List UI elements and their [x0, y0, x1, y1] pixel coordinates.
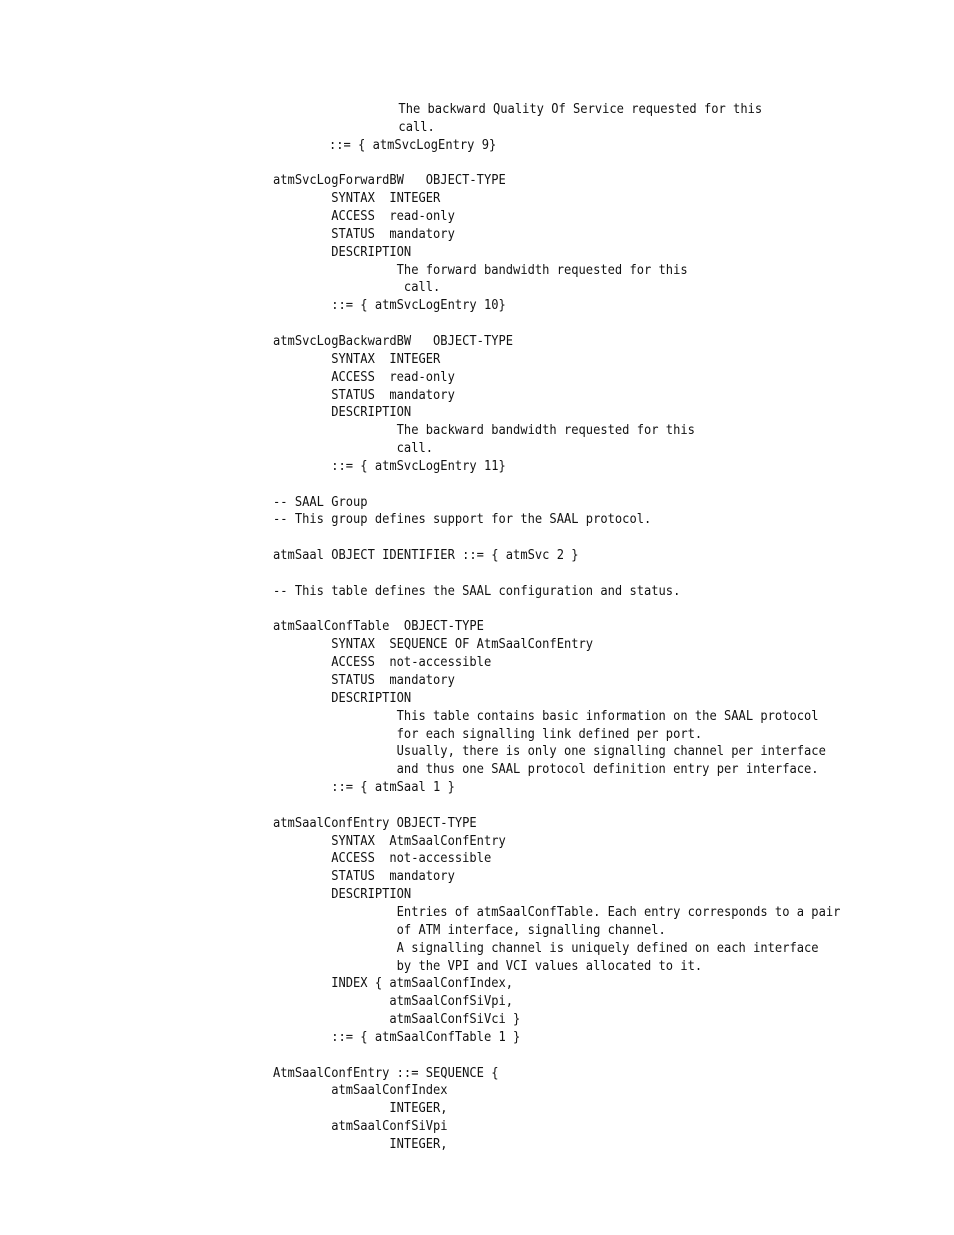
code-line: SYNTAX SEQUENCE OF AtmSaalConfEntry — [273, 636, 594, 653]
code-line: atmSvcLogBackwardBW OBJECT-TYPE — [273, 332, 514, 349]
code-line: DESCRIPTION — [273, 404, 412, 421]
code-line: ACCESS read-only — [273, 368, 455, 385]
mib-definition-listing — [273, 101, 913, 1154]
code-line: Entries of atmSaalConfTable. Each entry corresponds to a pair — [273, 903, 841, 920]
code-line: of ATM interface, signalling channel. — [273, 921, 666, 938]
code-line: atmSaalConfSiVci } — [273, 1011, 521, 1028]
code-line: SYNTAX INTEGER — [273, 190, 441, 207]
code-line: -- This group defines support for the SAAL protocol. — [273, 511, 652, 528]
code-line: AtmSaalConfEntry ::= SEQUENCE { — [273, 1064, 499, 1081]
code-line: SYNTAX AtmSaalConfEntry — [273, 832, 506, 849]
code-line: This table contains basic information on the SAAL protocol — [273, 707, 819, 724]
code-line: ACCESS not-accessible — [273, 654, 492, 671]
code-line: atmSaalConfIndex — [273, 1082, 448, 1099]
code-line: call. — [273, 440, 434, 457]
code-line: STATUS mandatory — [273, 868, 455, 885]
blank-line — [273, 601, 846, 619]
blank-line — [273, 1047, 846, 1065]
code-line: DESCRIPTION — [273, 689, 412, 706]
code-line: ::= { atmSvcLogEntry 10} — [273, 297, 506, 314]
code-line: STATUS mandatory — [273, 386, 455, 403]
code-line: atmSaalConfSiVpi, — [273, 993, 514, 1010]
code-line: -- This table defines the SAAL configuration and status. — [273, 582, 681, 599]
code-line: ACCESS not-accessible — [273, 850, 492, 867]
code-line: INTEGER, — [273, 1100, 448, 1117]
code-line: atmSaalConfEntry OBJECT-TYPE — [273, 814, 477, 831]
blank-line — [273, 529, 846, 547]
blank-line — [273, 155, 846, 173]
code-line: ::= { atmSaal 1 } — [273, 779, 455, 796]
code-line: DESCRIPTION — [273, 886, 412, 903]
code-line: INTEGER, — [273, 1135, 448, 1152]
blank-line — [273, 797, 846, 815]
code-line: INDEX { atmSaalConfIndex, — [273, 975, 514, 992]
code-line: call. — [332, 118, 435, 135]
code-line: and thus one SAAL protocol definition entry per interface. — [273, 761, 819, 778]
code-line: ACCESS read-only — [273, 208, 455, 225]
code-line: The backward Quality Of Service requested for this — [332, 101, 763, 117]
blank-line — [273, 476, 846, 494]
code-line: ::= { atmSvcLogEntry 11} — [273, 457, 506, 474]
code-line: atmSaal OBJECT IDENTIFIER ::= { atmSvc 2 } — [273, 547, 579, 564]
code-line: DESCRIPTION — [273, 243, 412, 260]
code-line: STATUS mandatory — [273, 672, 455, 688]
code-line: The backward bandwidth requested for this — [273, 422, 695, 439]
code-line: The forward bandwidth requested for this — [273, 261, 688, 278]
code-line: atmSaalConfTable OBJECT-TYPE — [273, 618, 484, 635]
blank-line — [273, 315, 846, 333]
code-line: STATUS mandatory — [273, 225, 455, 242]
code-line: SYNTAX INTEGER — [273, 350, 441, 367]
code-line: atmSaalConfSiVpi — [273, 1118, 448, 1135]
code-line: call. — [273, 279, 441, 296]
code-line: A signalling channel is uniquely defined on each interface — [273, 939, 819, 956]
code-line: -- SAAL Group — [273, 493, 368, 510]
code-line: ::= { atmSvcLogEntry 9} — [299, 136, 497, 153]
blank-line — [273, 565, 846, 583]
code-line: by the VPI and VCI values allocated to it. — [273, 957, 703, 974]
code-line: atmSvcLogForwardBW OBJECT-TYPE — [273, 172, 506, 189]
code-line: Usually, there is only one signalling channel per interface — [273, 743, 826, 760]
code-line: ::= { atmSaalConfTable 1 } — [273, 1028, 521, 1045]
code-line: for each signalling link defined per port. — [273, 725, 703, 742]
